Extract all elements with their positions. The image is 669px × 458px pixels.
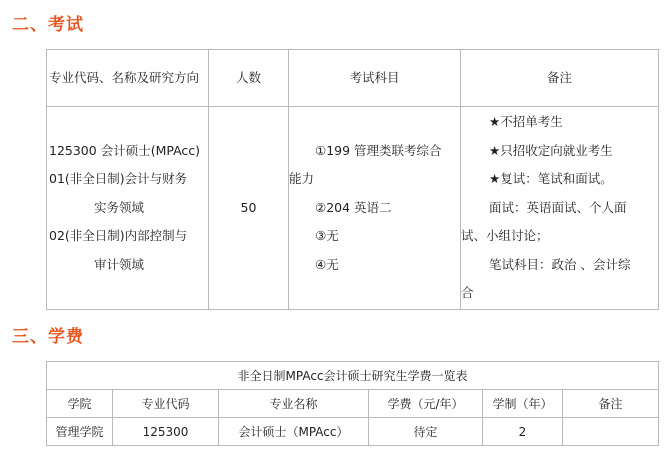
subject-line: ③无 — [315, 228, 339, 243]
remark-line: 试、小组讨论； — [461, 228, 549, 243]
major-line: 审计领域 — [94, 256, 145, 272]
exam-header-row — [47, 50, 659, 107]
fee-cell-remark — [563, 418, 659, 446]
remark-line: 合 — [461, 285, 474, 300]
subjects-cell — [289, 107, 461, 310]
header-count: 人数 — [209, 50, 289, 107]
exam-data-row — [47, 107, 659, 310]
fee-col-header: 专业名称 — [219, 390, 369, 418]
major-line: 实务领域 — [94, 199, 145, 215]
subject-line: ②204 英语二 — [315, 199, 392, 215]
major-line: 125300 会计硕士(MPAcc) — [49, 142, 201, 158]
fee-col-header: 学院 — [47, 390, 113, 418]
remark-line: 面试：英语面试、个人面 — [489, 199, 627, 215]
fee-col-header: 学制（年） — [483, 390, 563, 418]
fee-cell-college: 管理学院 — [47, 418, 113, 446]
fee-col-header: 备注 — [563, 390, 659, 418]
subject-line: 能力 — [289, 171, 315, 186]
table-row — [47, 418, 659, 446]
exam-table — [46, 49, 659, 310]
fee-section-heading: 三、学费 — [12, 327, 84, 347]
major-line: 02(非全日制)内部控制与 — [49, 228, 188, 243]
enrollment-count: 50 — [209, 107, 289, 310]
remark-line: 笔试科目：政治 、会计综 — [489, 256, 631, 272]
fee-cell-code: 125300 — [113, 418, 219, 446]
remark-line: ★只招收定向就业考生 — [489, 142, 613, 158]
subject-line: ④无 — [315, 256, 339, 272]
fee-cell-duration: 2 — [483, 418, 563, 446]
remarks-cell — [461, 107, 659, 310]
fee-table-title: 非全日制MPAcc会计硕士研究生学费一览表 — [47, 362, 659, 390]
fee-header-row — [47, 390, 659, 418]
fee-col-header: 学费（元/年） — [369, 390, 483, 418]
fee-cell-name: 会计硕士（MPAcc） — [219, 418, 369, 446]
header-major: 专业代码、名称及研究方向 — [47, 50, 209, 107]
major-cell — [47, 107, 209, 310]
exam-section-heading: 二、考试 — [12, 15, 84, 35]
fee-cell-tuition: 待定 — [369, 418, 483, 446]
remark-line: ★复试：笔试和面试。 — [489, 171, 613, 186]
header-subjects: 考试科目 — [289, 50, 461, 107]
header-remarks: 备注 — [461, 50, 659, 107]
major-line: 01(非全日制)会计与财务 — [49, 171, 188, 186]
remark-line: ★不招单考生 — [489, 114, 563, 129]
fee-col-header: 专业代码 — [113, 390, 219, 418]
fee-title-row — [47, 362, 659, 390]
fee-table — [46, 361, 659, 446]
subject-line: ①199 管理类联考综合 — [315, 142, 442, 158]
